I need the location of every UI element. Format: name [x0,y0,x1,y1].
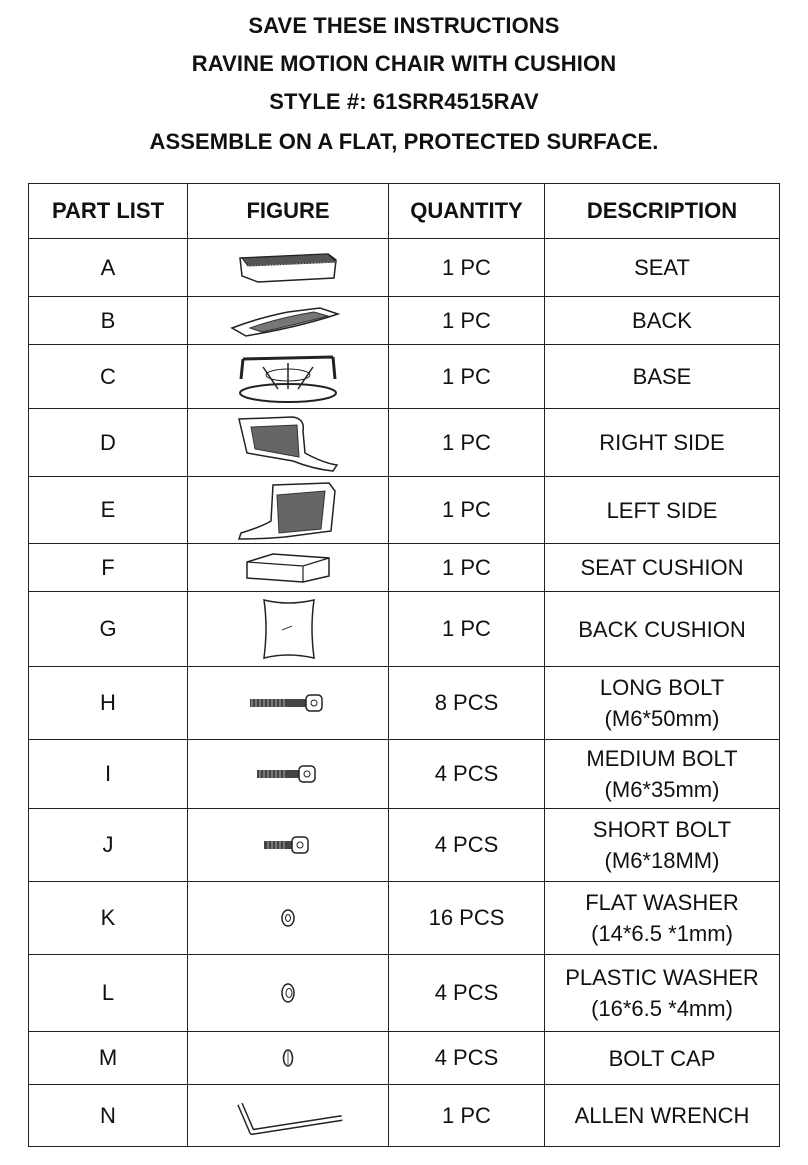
part-description [545,740,780,809]
part-description [545,882,780,955]
part-letter: L [29,955,188,1032]
part-quantity: 16 PCS [389,882,545,955]
description-name: ALLEN WRENCH [574,1103,750,1128]
description-name: SHORT BOLT [592,817,732,842]
part-quantity: 1 PC [389,477,545,544]
assembly-note: ASSEMBLE ON A FLAT, PROTECTED SURFACE. [149,129,659,154]
part-quantity: 1 PC [389,1085,545,1147]
part-description [545,1085,780,1147]
column-header-part-list: PART LIST [29,184,188,239]
part-description [545,592,780,667]
part-letter: G [29,592,188,667]
description-name: LEFT SIDE [606,497,718,523]
plastic-washer-figure [188,955,389,1032]
back-cushion-figure [188,592,389,667]
part-description [545,477,780,544]
part-quantity: 4 PCS [389,955,545,1032]
table-row [29,544,780,592]
table-row [29,740,780,809]
table-row [29,882,780,955]
short-bolt-figure [188,809,389,882]
description-name: BACK CUSHION [578,616,746,642]
back-figure [188,297,389,345]
left-side-figure [188,477,389,544]
part-description [545,667,780,740]
flat-washer-figure [188,882,389,955]
part-description [545,1032,780,1085]
part-quantity: 8 PCS [389,667,545,740]
column-header-description: DESCRIPTION [545,184,780,239]
description-name: SEAT [634,255,690,280]
part-description [545,955,780,1032]
description-name: BACK [632,308,692,333]
description-name: SEAT CUSHION [580,555,744,580]
part-letter: E [29,477,188,544]
part-description [545,409,780,477]
column-header-figure: FIGURE [188,184,389,239]
part-letter: J [29,809,188,882]
part-description [545,544,780,592]
part-letter: I [29,740,188,809]
base-figure [188,345,389,409]
part-letter: C [29,345,188,409]
description-spec: (M6*18MM) [604,848,720,873]
part-quantity: 4 PCS [389,740,545,809]
instructions-title: SAVE THESE INSTRUCTIONS [248,13,560,38]
description-spec: (M6*35mm) [604,777,720,802]
description-name: PLASTIC WASHER [565,965,759,990]
parts-table [28,183,780,1147]
table-row [29,667,780,740]
part-letter: M [29,1032,188,1085]
part-description [545,345,780,409]
table-row [29,345,780,409]
description-name: FLAT WASHER [585,890,739,915]
part-letter: B [29,297,188,345]
part-letter: A [29,239,188,297]
description-name: RIGHT SIDE [599,430,725,455]
table-row [29,592,780,667]
description-spec: (16*6.5 *4mm) [591,996,733,1021]
table-row [29,809,780,882]
column-header-quantity: QUANTITY [389,184,545,239]
part-letter: N [29,1085,188,1147]
table-row [29,409,780,477]
part-quantity: 1 PC [389,345,545,409]
table-row [29,239,780,297]
description-spec: (M6*50mm) [604,706,720,731]
part-letter: H [29,667,188,740]
part-description [545,297,780,345]
table-row [29,955,780,1032]
part-letter: F [29,544,188,592]
description-name: LONG BOLT [599,675,725,700]
part-letter: K [29,882,188,955]
table-row [29,1085,780,1147]
part-quantity: 1 PC [389,544,545,592]
part-quantity: 1 PC [389,297,545,345]
table-row [29,1032,780,1085]
medium-bolt-figure [188,740,389,809]
description-name: BASE [632,364,692,389]
part-quantity: 1 PC [389,239,545,297]
description-name: BOLT CAP [608,1045,716,1071]
seat-figure [188,239,389,297]
part-quantity: 1 PC [389,592,545,667]
right-side-figure [188,409,389,477]
table-row [29,297,780,345]
part-letter: D [29,409,188,477]
part-description [545,239,780,297]
bolt-cap-figure [188,1032,389,1085]
table-header-row [29,184,780,239]
product-name: RAVINE MOTION CHAIR WITH CUSHION [191,51,617,76]
description-spec: (14*6.5 *1mm) [591,921,733,946]
part-description [545,809,780,882]
part-quantity: 4 PCS [389,809,545,882]
style-number: STYLE #: 61SRR4515RAV [269,89,539,114]
seat-cushion-figure [188,544,389,592]
part-quantity: 1 PC [389,409,545,477]
long-bolt-figure [188,667,389,740]
part-quantity: 4 PCS [389,1032,545,1085]
table-row [29,477,780,544]
description-name: MEDIUM BOLT [586,746,738,771]
allen-wrench-figure [188,1085,389,1147]
